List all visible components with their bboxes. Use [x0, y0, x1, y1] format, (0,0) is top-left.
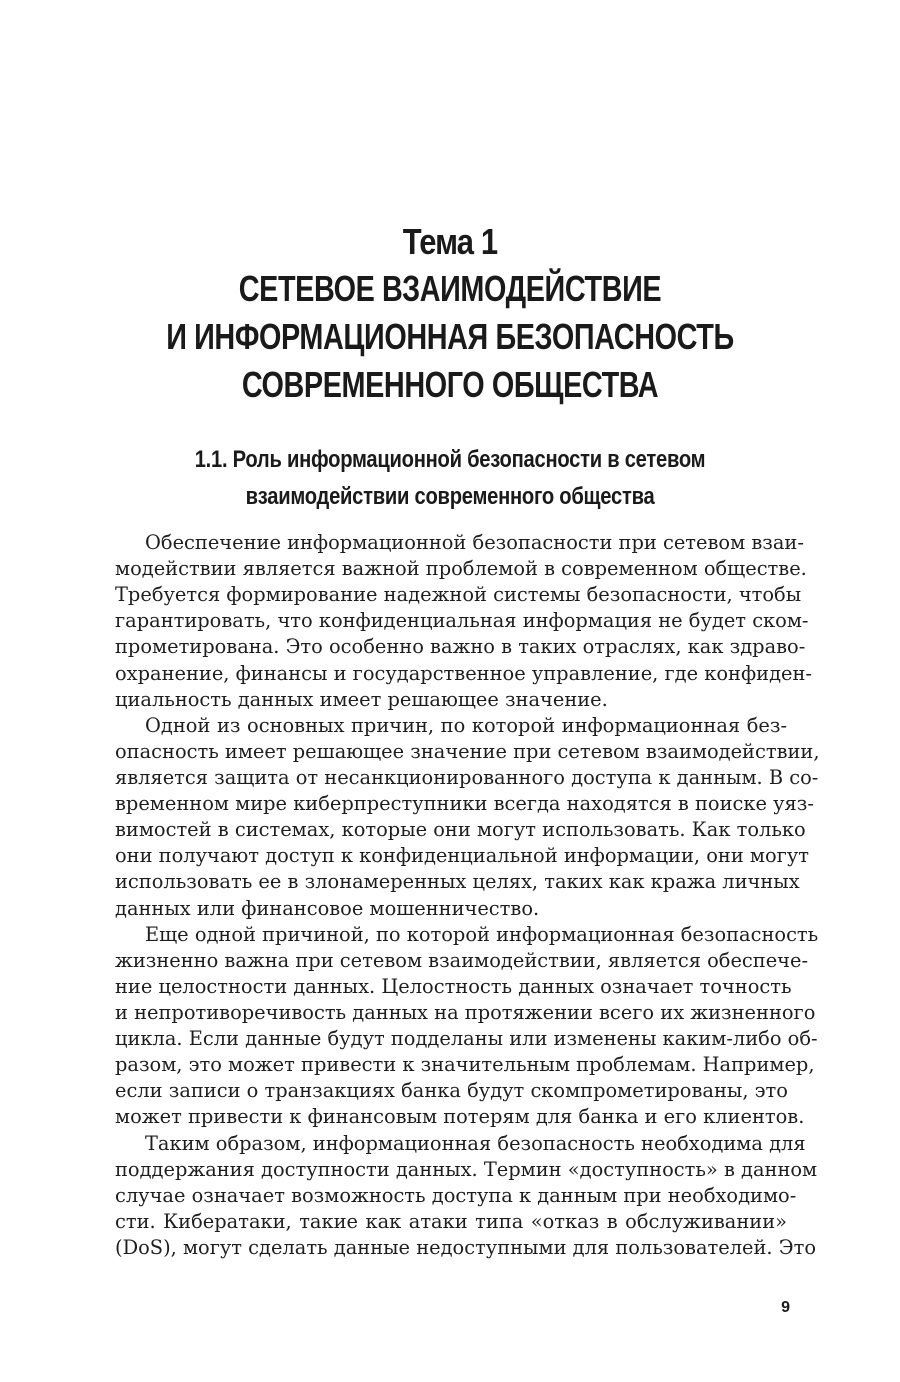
text-line: они получают доступ к конфиденциальной информации, они могут: [115, 844, 809, 868]
text-line: является защита от несанкционированного доступа к данным. В со-: [115, 765, 819, 789]
text-line: цикла. Если данные будут подделаны или изменены каким-либо об-: [115, 1027, 818, 1051]
paragraph: [115, 530, 812, 713]
chapter-title: [90, 265, 810, 409]
text-line: гарантировать, что конфиденциальная информация не будет ском-: [115, 609, 809, 633]
text-line: Требуется формирование надежной системы безопасности, чтобы: [115, 583, 802, 607]
page-number: 9: [781, 1299, 790, 1316]
text-line: ние целостности данных. Целостность данных означает точность: [115, 974, 792, 998]
text-line: жизненно важна при сетевом взаимодействии, является обеспече-: [115, 948, 809, 972]
body-text: [115, 530, 820, 1261]
text-line: сти. Кибератаки, такие как атаки типа «отказ в обслуживании»: [115, 1209, 787, 1233]
text-line: Обеспечение информационной безопасности при сетевом взаи-: [145, 531, 804, 554]
text-line: (DoS), могут сделать данные недоступными для пользователей. Это: [115, 1235, 816, 1259]
text-line: и непротиворечивость данных на протяжении всего их жизненного: [115, 1000, 816, 1024]
paragraph: [115, 1131, 818, 1262]
section-heading-line: взаимодействии современного общества: [245, 483, 655, 510]
chapter-title-line: И ИНФОРМАЦИОННАЯ БЕЗОПАСНОСТЬ: [166, 316, 734, 357]
chapter-title-line: СЕТЕВОЕ ВЗАИМОДЕЙСТВИЕ: [238, 268, 662, 309]
chapter-title-line: СОВРЕМЕННОГО ОБЩЕСТВА: [241, 364, 659, 405]
text-line: поддержания доступности данных. Термин «доступность» в данном: [115, 1157, 818, 1181]
text-line: прометирована. Это особенно важно в таких отраслях, как здраво-: [115, 635, 806, 659]
paragraph: [115, 713, 820, 922]
section-heading: [72, 441, 828, 515]
text-line: случае означает возможность доступа к данным при необходимо-: [115, 1183, 797, 1207]
text-line: использовать ее в злонамеренных целях, таких как кража личных: [115, 870, 800, 894]
text-line: модействии является важной проблемой в современном обществе.: [115, 557, 807, 581]
text-line: временном мире киберпреступники всегда находятся в поиске уяз-: [115, 792, 814, 816]
section-heading-line: 1.1. Роль информационной безопасности в сетевом: [194, 446, 706, 473]
chapter-label: Тема 1: [402, 221, 498, 262]
text-line: опасность имеет решающее значение при сетевом взаимодействии,: [115, 739, 820, 763]
text-line: Еще одной причиной, по которой информационная безопасность: [145, 922, 819, 946]
text-line: разом, это может привести к значительным проблемам. Например,: [115, 1053, 815, 1077]
paragraph: [115, 922, 819, 1131]
text-line: данных или финансовое мошенничество.: [115, 896, 540, 920]
text-line: циальность данных имеет решающее значение.: [115, 687, 608, 711]
text-line: охранение, финансы и государственное управление, где конфиден-: [115, 661, 812, 685]
text-line: Одной из основных причин, по которой информационная без-: [145, 713, 787, 737]
text-line: если записи о транзакциях банка будут скомпрометированы, это: [115, 1079, 788, 1103]
text-line: может привести к финансовым потерям для банка и его клиентов.: [115, 1105, 805, 1129]
text-line: вимостей в системах, которые они могут использовать. Как только: [115, 818, 806, 842]
text-line: Таким образом, информационная безопасность необходима для: [145, 1131, 806, 1155]
